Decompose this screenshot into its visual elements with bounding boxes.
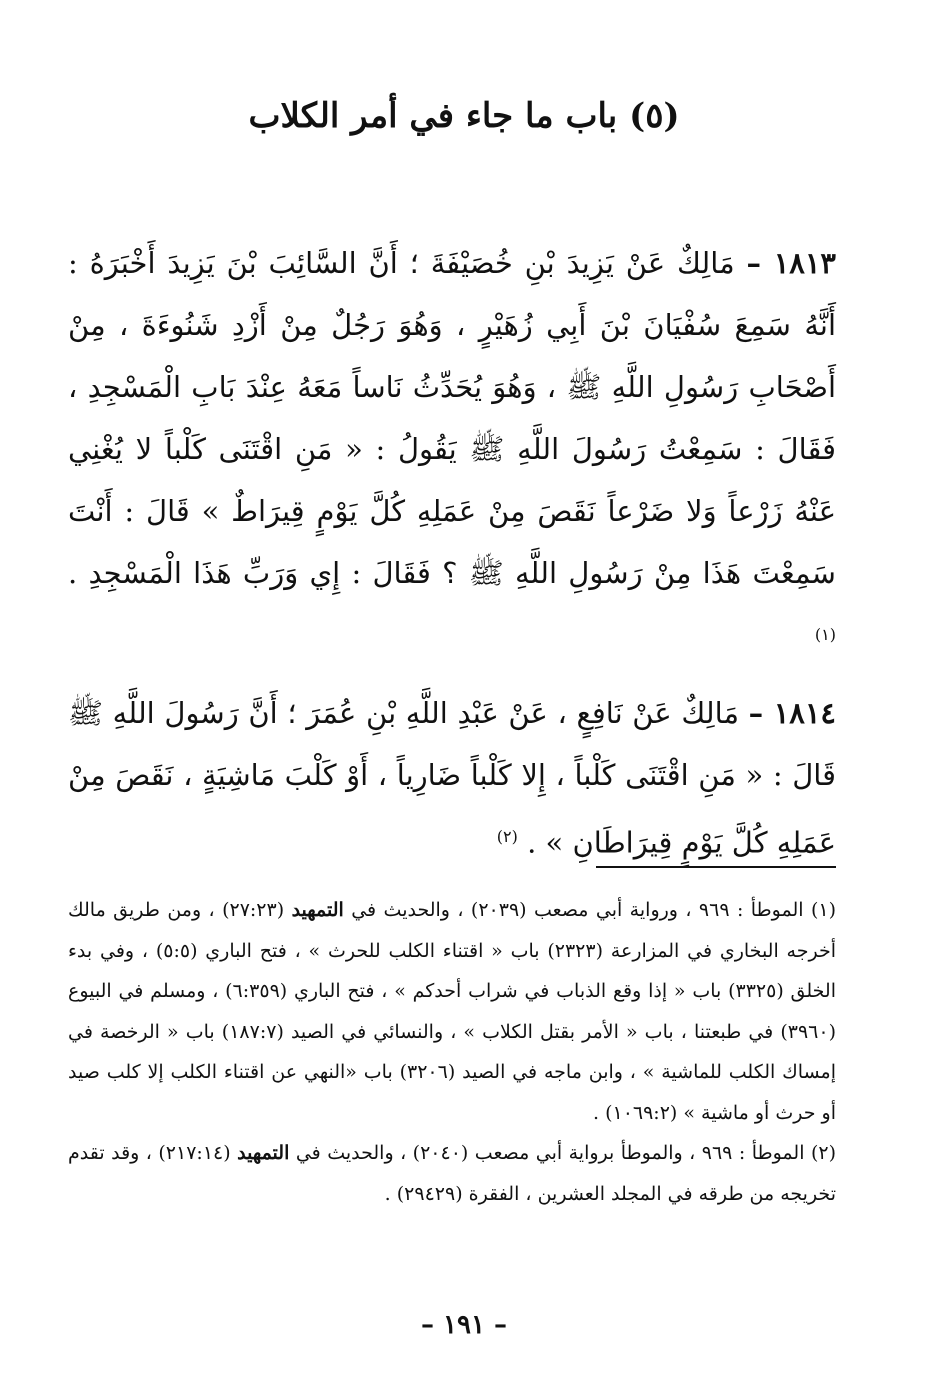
footnote-source-title: التمهيد [237, 1142, 290, 1164]
page-number: – ١٩١ – [420, 1310, 508, 1340]
footnote-text: (٢) الموطأ : ٩٦٩ ، والموطأ برواية أبي مصعب (٢٠٤٠) ، والحديث في [289, 1142, 837, 1164]
chapter-title: (٥) باب ما جاء في أمر الكلاب [248, 96, 680, 136]
footnote-source-title: التمهيد [291, 899, 344, 921]
hadith-1814 [68, 682, 836, 874]
footnote-1 [68, 890, 836, 1133]
footnote-marker: (٢) [496, 826, 518, 846]
footnotes [68, 890, 836, 1214]
footnote-text: (٢٧:٢٣) ، ومن طريق مالك أخرجه البخاري في المزارعة (٢٣٢٣) باب « اقتناء الكلب للحرث » ، فتح الباري (٥:٥) ، وفي بدء الخلق (٣٣٢٥) باب « إذا وقع الذباب في شراب أحدكم » ، فتح الباري (٦:٣٥٩) ، ومسلم في البيوع (٣٩٦٠) في طبعتنا ، باب « الأمر بقتل الكلاب » ، والنسائي في الصيد (١٨٧:٧) باب « الرخصة في إمساك الكلب للماشية » ، وابن ماجه في الصيد (٣٢٠٦) باب «النهي عن اقتناء الكلب إلا كلب صيد أو حرث أو ماشية » (١٠٦٩:٢) . [68, 899, 836, 1124]
footnote-divider [596, 866, 836, 868]
hadith-text: مَالِكٌ عَنْ نَافِعٍ ، عَنْ عَبْدِ اللَّهِ بْنِ عُمَرَ ؛ أَنَّ رَسُولَ اللَّهِ ﷺ قَالَ : « مَنِ اقْتَنَى كَلْباً ، إِلا كَلْباً ضَارِياً ، أَوْ كَلْبَ مَاشِيَةٍ ، نَقَصَ مِنْ عَمَلِهِ كُلَّ يَوْمٍ قِيرَاطَانِ » . [68, 695, 836, 860]
footnote-text: (٢١٧:١٤) ، وقد تقدم تخريجه من طرقه في المجلد العشرين ، الفقرة (٢٩٤٢٩) . [68, 1142, 836, 1205]
main-text [68, 232, 836, 883]
hadith-number: ١٨١٤ – [748, 695, 836, 730]
hadith-1813 [68, 232, 836, 672]
footnote-text: (١) الموطأ : ٩٦٩ ، ورواية أبي مصعب (٢٠٣٩) ، والحديث في [343, 899, 837, 921]
hadith-number: ١٨١٣ – [746, 246, 837, 280]
footnote-marker: (١) [814, 625, 836, 644]
hadith-text: مَالِكٌ عَنْ يَزِيدَ بْنِ خُصَيْفَةَ ؛ أَنَّ السَّائِبَ بْنَ يَزِيدَ أَخْبَرَهُ : أَنَّهُ سَمِعَ سُفْيَانَ بْنَ أَبِي زُهَيْرٍ ، وَهُوَ رَجُلٌ مِنْ أَزْدِ شَنُوءَةَ ، مِنْ أَصْحَابِ رَسُولِ اللَّهِ ﷺ ، وَهُوَ يُحَدِّثُ نَاساً مَعَهُ عِنْدَ بَابِ الْمَسْجِدِ ، فَقَالَ : سَمِعْتُ رَسُولَ اللَّهِ ﷺ يَقُولُ : « مَنِ اقْتَنَى كَلْباً لا يُغْنِي عَنْهُ زَرْعاً وَلا ضَرْعاً نَقَصَ مِنْ عَمَلِهِ كُلَّ يَوْمٍ قِيرَاطٌ » قَالَ : أَنْتَ سَمِعْتَ هَذَا مِنْ رَسُولِ اللَّهِ ﷺ ؟ فَقَالَ : إِي وَرَبِّ هَذَا الْمَسْجِدِ . [68, 246, 836, 590]
footnote-2 [68, 1133, 836, 1214]
